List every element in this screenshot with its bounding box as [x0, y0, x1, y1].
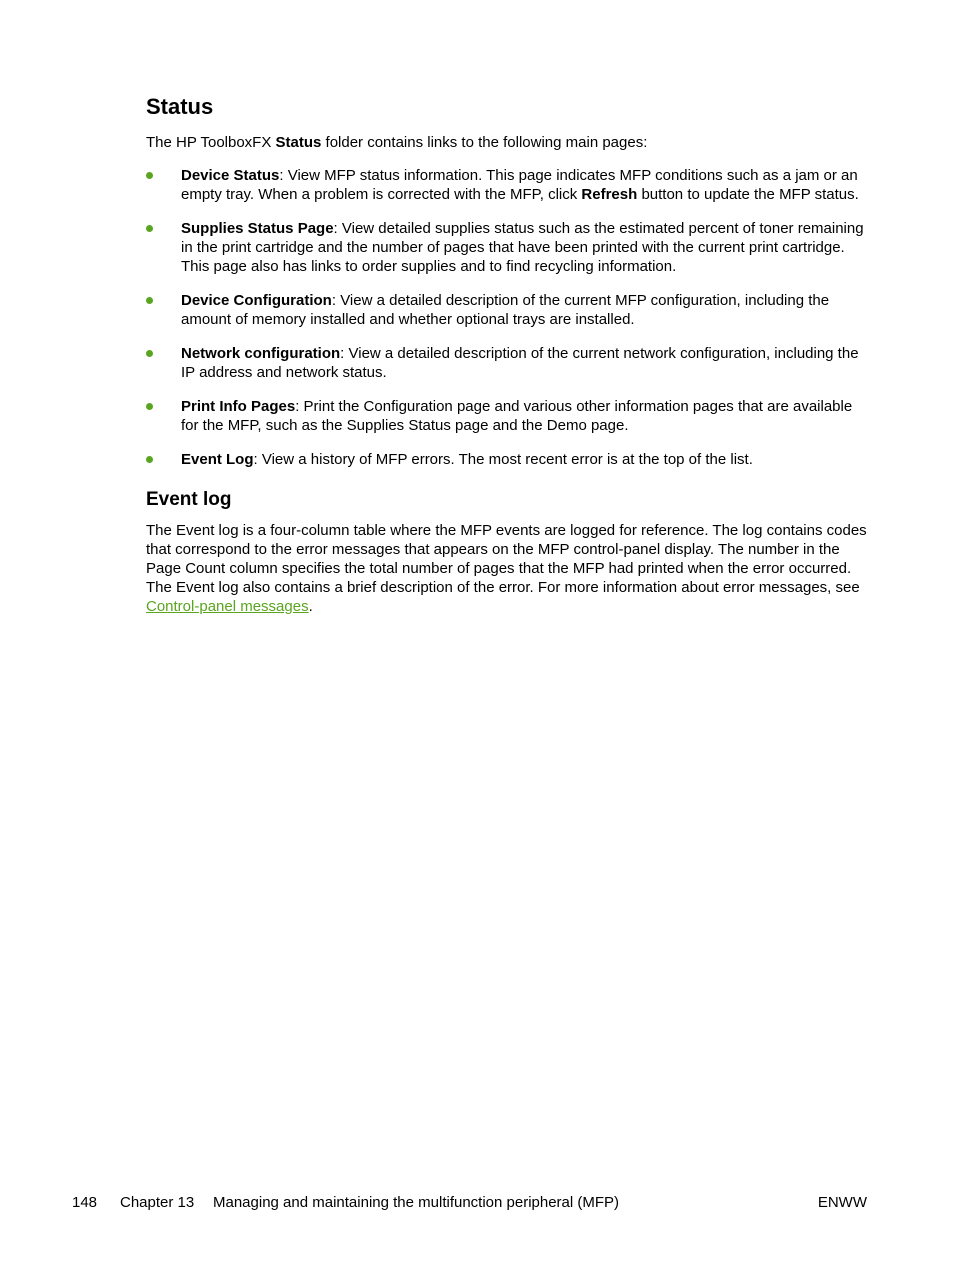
intro-text-end: folder contains links to the following main pages:: [321, 134, 648, 151]
section-heading: Status: [146, 94, 214, 119]
refresh-term: Refresh: [581, 186, 638, 203]
chapter-title: Managing and maintaining the multifunction peripheral (MFP): [213, 1194, 620, 1211]
list-item-event-log: [146, 450, 872, 469]
list-item-device-status: [146, 166, 872, 204]
list-item-term: Device Configuration: [181, 292, 332, 309]
list-item-supplies-status: [146, 219, 872, 276]
list-item-print-info-pages: [146, 397, 872, 435]
intro-bold-term: Status: [275, 134, 322, 151]
page-content: [146, 93, 872, 616]
event-log-text-end: .: [308, 598, 313, 615]
list-item-term: Network configuration: [181, 345, 341, 362]
bullet-icon: [146, 403, 153, 410]
list-item-text-end: button to update the MFP status.: [637, 186, 859, 203]
bullet-icon: [146, 456, 153, 463]
event-log-text: The Event log is a four-column table where the MFP events are logged for reference. The log contains codes that correspond to the error messages that appears on the MFP control-panel display. The number in the Page Count column specifies the total number of pages that the MFP had printed when the error occurred. The Event log also contains a brief description of the error. For more information about error messages, see: [146, 522, 867, 596]
list-item-device-configuration: [146, 291, 872, 329]
status-pages-list: [146, 166, 872, 469]
list-item-term: Device Status: [181, 167, 280, 184]
list-item-text: : Print the Configuration page and various other information pages that are available for the MFP, such as the Supplies Status page and the Demo page.: [181, 398, 853, 434]
list-item-text: : View detailed supplies status such as the estimated percent of toner remaining in the print cartridge and the number of pages that have been printed with the current print cartridge. This page also has links to order supplies and to find recycling information.: [181, 220, 864, 275]
event-log-paragraph: [146, 521, 872, 616]
list-item-term: Print Info Pages: [181, 398, 296, 415]
list-item-text: : View a detailed description of the current MFP configuration, including the amount of memory installed and whether optional trays are installed.: [181, 292, 830, 328]
page-number: 148: [72, 1194, 98, 1211]
chapter-label: Chapter 13: [120, 1194, 195, 1211]
list-item-text: : View a detailed description of the current network configuration, including the IP address and network status.: [181, 345, 859, 381]
list-item-term: Event Log: [181, 451, 254, 468]
bullet-icon: [146, 297, 153, 304]
locale-label: ENWW: [817, 1194, 867, 1211]
intro-paragraph: [146, 133, 872, 152]
subsection-heading: Event log: [146, 489, 232, 510]
list-item-text: : View MFP status information. This page indicates MFP conditions such as a jam or an empty tray. When a problem is corrected with the MFP, click: [181, 167, 858, 203]
intro-text-start: The HP ToolboxFX: [146, 134, 276, 151]
bullet-icon: [146, 350, 153, 357]
list-item-network-configuration: [146, 344, 872, 382]
control-panel-messages-link[interactable]: Control-panel messages: [146, 598, 309, 615]
bullet-icon: [146, 225, 153, 232]
bullet-icon: [146, 172, 153, 179]
list-item-term: Supplies Status Page: [181, 220, 334, 237]
list-item-text: : View a history of MFP errors. The most recent error is at the top of the list.: [253, 451, 753, 468]
